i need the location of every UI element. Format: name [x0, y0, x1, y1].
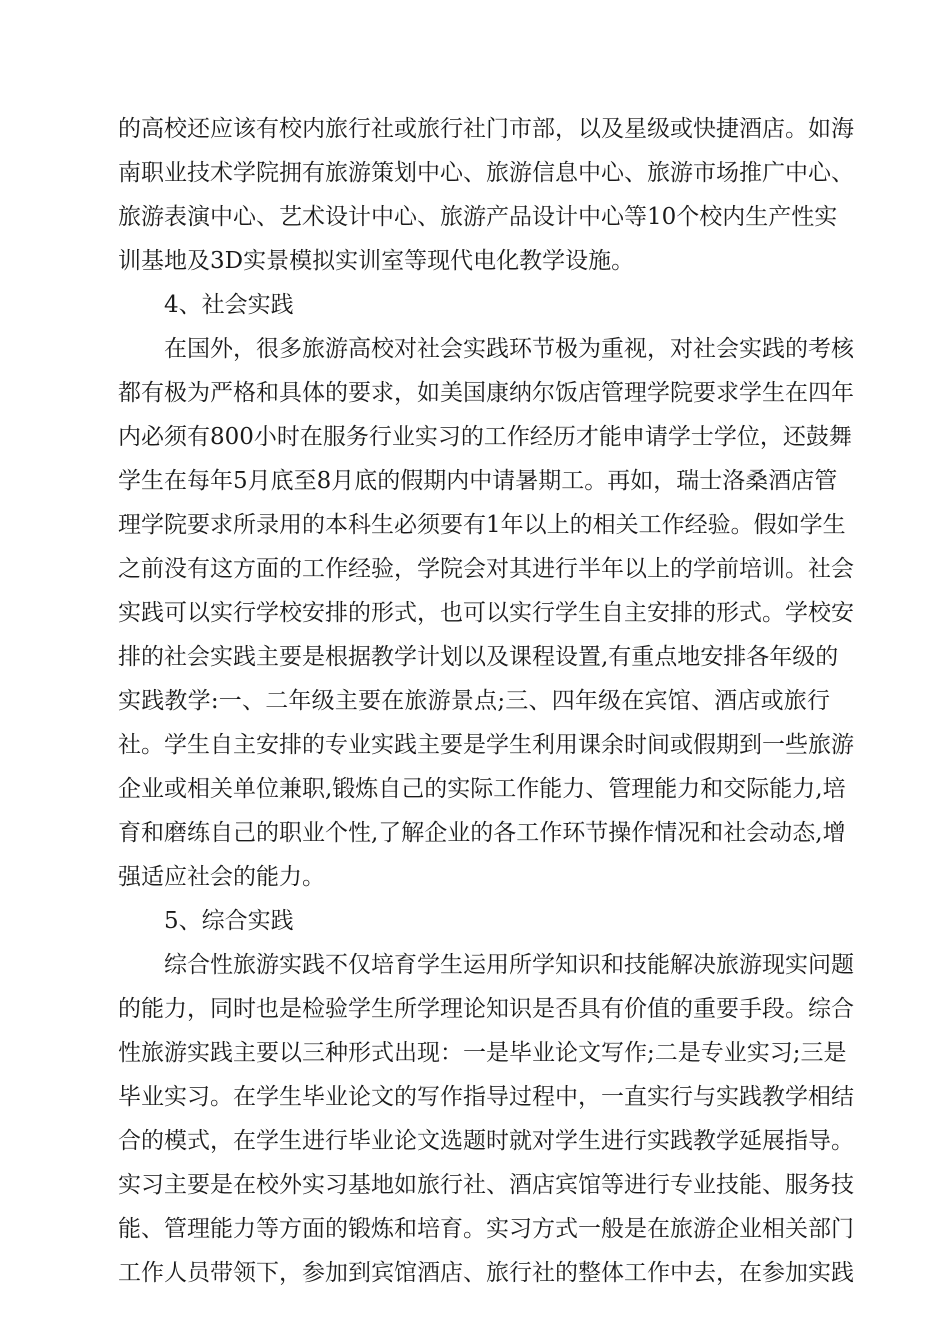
- section-heading: 4、社会实践: [164, 292, 294, 318]
- text-line: 工作人员带领下，参加到宾馆酒店、旅行社的整体工作中去，在参加实践: [118, 1260, 854, 1286]
- text-line: 实习主要是在校外实习基地如旅行社、酒店宾馆等进行专业技能、服务技: [118, 1172, 854, 1198]
- text-line: 之前没有这方面的工作经验，学院会对其进行半年以上的学前培训。社会: [118, 556, 854, 582]
- text-line: 旅游表演中心、艺术设计中心、旅游产品设计中心等10个校内生产性实: [118, 204, 838, 230]
- text-line: 南职业技术学院拥有旅游策划中心、旅游信息中心、旅游市场推广中心、: [118, 160, 854, 186]
- text-line: 合的模式，在学生进行毕业论文选题时就对学生进行实践教学延展指导。: [118, 1128, 854, 1154]
- text-line: 理学院要求所录用的本科生必须要有1年以上的相关工作经验。假如学生: [118, 512, 846, 538]
- text-line: 强适应社会的能力。: [118, 864, 325, 890]
- text-line: 实践教学:一、二年级主要在旅游景点;三、四年级在宾馆、酒店或旅行: [118, 688, 830, 714]
- text-line: 毕业实习。在学生毕业论文的写作指导过程中，一直实行与实践教学相结: [118, 1084, 854, 1110]
- text-line: 育和磨练自己的职业个性,了解企业的各工作环节操作情况和社会动态,增: [118, 820, 846, 846]
- text-line: 内必须有800小时在服务行业实习的工作经历才能申请学士学位，还鼓舞: [118, 424, 852, 450]
- text-line: 训基地及3D实景模拟实训室等现代电化教学设施。: [118, 248, 635, 274]
- text-line: 在国外，很多旅游高校对社会实践环节极为重视，对社会实践的考核: [164, 336, 854, 362]
- text-line: 实践可以实行学校安排的形式，也可以实行学生自主安排的形式。学校安: [118, 600, 854, 626]
- text-line: 的能力，同时也是检验学生所学理论知识是否具有价值的重要手段。综合: [118, 996, 854, 1022]
- text-line: 能、管理能力等方面的锻炼和培育。实习方式一般是在旅游企业相关部门: [118, 1216, 854, 1242]
- text-line: 排的社会实践主要是根据教学计划以及课程设置,有重点地安排各年级的: [118, 644, 839, 670]
- text-line: 学生在每年5月底至8月底的假期内中请暑期工。再如，瑞士洛桑酒店管: [118, 468, 838, 494]
- text-line: 都有极为严格和具体的要求，如美国康纳尔饭店管理学院要求学生在四年: [118, 380, 854, 406]
- text-line: 的高校还应该有校内旅行社或旅行社门市部，以及星级或快捷酒店。如海: [118, 116, 854, 142]
- text-line: 社。学生自主安排的专业实践主要是学生利用课余时间或假期到一些旅游: [118, 732, 854, 758]
- section-heading: 5、综合实践: [164, 908, 294, 934]
- text-line: 性旅游实践主要以三种形式出现：一是毕业论文写作;二是专业实习;三是: [118, 1040, 847, 1066]
- text-line: 综合性旅游实践不仅培育学生运用所学知识和技能解决旅游现实问题: [164, 952, 854, 978]
- text-line: 企业或相关单位兼职,锻炼自己的实际工作能力、管理能力和交际能力,培: [118, 776, 846, 802]
